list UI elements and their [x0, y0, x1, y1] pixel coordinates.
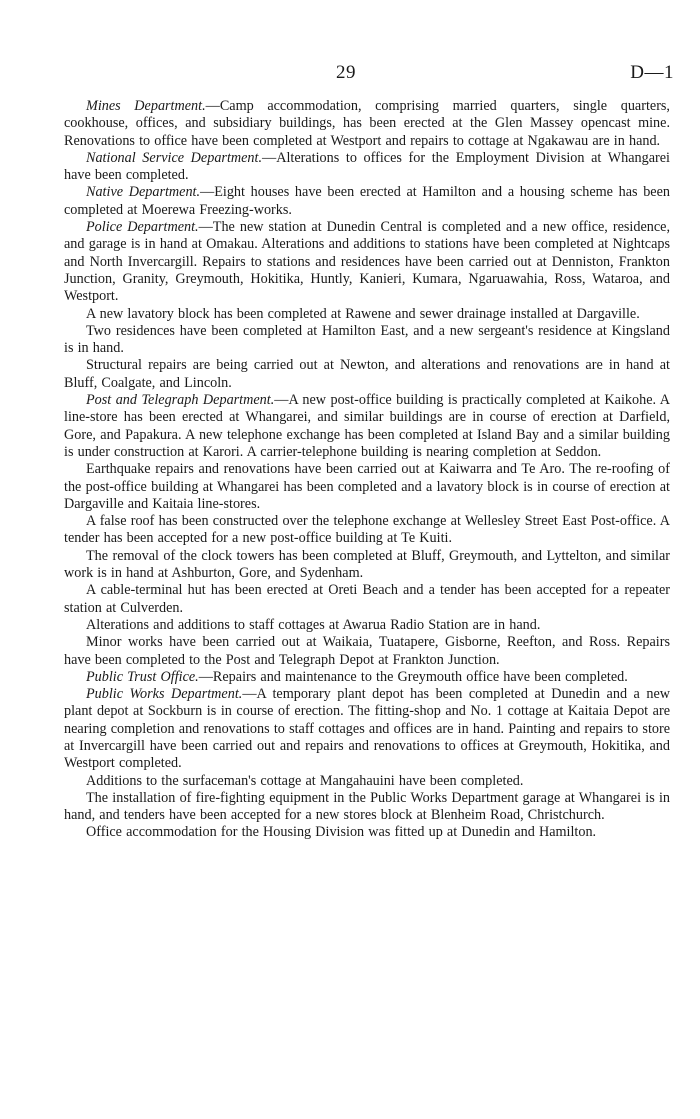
paragraph-lavatory-rawene: [64, 306, 670, 323]
paragraph-text: —The new station at Dunedin Central is completed and a new office, residence, and garage is in hand at Omakau. Alterations and additions to stations have been completed at Nightcaps and North Invercargill. Repairs to stations and residences have been carried out at Denniston, Frankton Junction, Granity, Greymouth, Hokitika, Huntly, Kanieri, Kumara, Ngaruawahia, Ross, Wataroa, and Westport.: [64, 219, 670, 305]
paragraph-public-trust-office: [64, 669, 670, 686]
paragraph-clock-towers: [64, 548, 670, 583]
department-heading: Post and Telegraph Department.: [86, 392, 275, 409]
paragraph-text: Additions to the surfaceman's cottage at Mangahauini have been completed.: [86, 772, 524, 789]
paragraph-text: Office accommodation for the Housing Division was fitted up at Dunedin and Hamilton.: [86, 824, 597, 841]
paragraph-text: The removal of the clock towers has been completed at Bluff, Greymouth, and Lyttelton, and similar work is in hand at Ashburton, Gore, and Sydenham.: [64, 547, 670, 582]
paragraph-text: —Alterations to offices for the Employment Division at Whangarei have been completed.: [64, 149, 670, 184]
paragraph-text: The installation of fire-fighting equipment in the Public Works Department garage at Whangarei is in hand, and tenders have been accepted for a new stores block at Blenheim Road, Christchurch.: [64, 789, 670, 824]
report-body: [64, 98, 670, 842]
paragraph-national-service-department: [64, 150, 670, 185]
page-number: 29: [336, 62, 356, 83]
paragraph-text: A cable-terminal hut has been erected at Oreti Beach and a tender has been accepted for a repeater station at Culverden.: [64, 582, 670, 616]
paragraph-text: —Eight houses have been erected at Hamilton and a housing scheme has been completed at Moerewa Freezing-works.: [64, 184, 670, 218]
paragraph-awarua-radio: [64, 617, 670, 634]
paragraph-post-telegraph-department: [64, 392, 670, 461]
paragraph-structural-repairs: [64, 357, 670, 392]
paragraph-cable-terminal: [64, 582, 670, 617]
paragraph-public-works-department: [64, 686, 670, 772]
paragraph-hamilton-residences: [64, 323, 670, 358]
paragraph-text: —A temporary plant depot has been completed at Dunedin and a new plant depot at Sockburn is in course of erection. The fitting-shop and No. 1 cottage at Kaitaia Depot are nearing completion and renovations to staff cottages and offices are in hand. Painting and repairs to store at Invercargill have been carried out and repairs and renovations to offices at Greymouth, Hokitika, and Westport completed.: [64, 686, 670, 772]
paragraph-text: Earthquake repairs and renovations have been carried out at Kaiwarra and Te Aro. The re-roofing of the post-office building at Whangarei has been completed and a lavatory block is in course of erection at Dargaville and Kaitaia line-stores.: [64, 461, 670, 512]
paragraph-fire-fighting: [64, 790, 670, 825]
department-heading: Native Department.: [86, 184, 201, 201]
paragraph-police-department: [64, 219, 670, 305]
paragraph-surfaceman-cottage: [64, 773, 670, 790]
document-reference: D—1: [630, 62, 674, 83]
department-heading: Public Works Department.: [86, 686, 243, 703]
paragraph-earthquake-repairs: [64, 461, 670, 513]
paragraph-false-roof: [64, 513, 670, 548]
department-heading: Public Trust Office.: [86, 668, 199, 685]
department-heading: National Service Department.: [86, 149, 263, 166]
paragraph-text: A new lavatory block has been completed at Rawene and sewer drainage installed at Dargaville.: [86, 305, 640, 322]
page-header: [0, 62, 700, 86]
paragraph-text: —A new post-office building is practically completed at Kaikohe. A line-store has been erected at Whangarei, and similar buildings are in course of erection at Darfield, Gore, and Papakura. A new telephone exchange has been completed at Island Bay and a similar building is under construction at Karori. A carrier-telephone building is nearing completion at Seddon.: [64, 392, 670, 460]
paragraph-minor-works: [64, 634, 670, 669]
paragraph-text: —Camp accommodation, comprising married quarters, single quarters, cookhouse, offices, and subsidiary buildings, has been erected at the Glen Massey opencast mine. Renovations to office have been completed at Westport and repairs to cottage at Ngakawau are in hand.: [64, 98, 670, 149]
paragraph-text: A false roof has been constructed over the telephone exchange at Wellesley Street East Post-office. A tender has been accepted for a new post-office building at Te Kuiti.: [64, 513, 670, 547]
department-heading: Mines Department.: [86, 98, 206, 114]
paragraph-text: Structural repairs are being carried out at Newton, and alterations and renovations are in hand at Bluff, Coalgate, and Lincoln.: [64, 357, 670, 391]
paragraph-text: Two residences have been completed at Hamilton East, and a new sergeant's residence at Kingsland is in hand.: [64, 322, 670, 357]
paragraph-mines-department: [64, 98, 670, 150]
paragraph-housing-division: [64, 824, 670, 841]
paragraph-text: Minor works have been carried out at Waikaia, Tuatapere, Gisborne, Reefton, and Ross. Repairs have been completed to the Post and Telegraph Depot at Frankton Junction.: [64, 634, 670, 668]
paragraph-text: —Repairs and maintenance to the Greymouth office have been completed.: [198, 668, 628, 685]
department-heading: Police Department.: [86, 219, 199, 236]
paragraph-text: Alterations and additions to staff cottages at Awarua Radio Station are in hand.: [86, 616, 541, 633]
paragraph-native-department: [64, 184, 670, 219]
